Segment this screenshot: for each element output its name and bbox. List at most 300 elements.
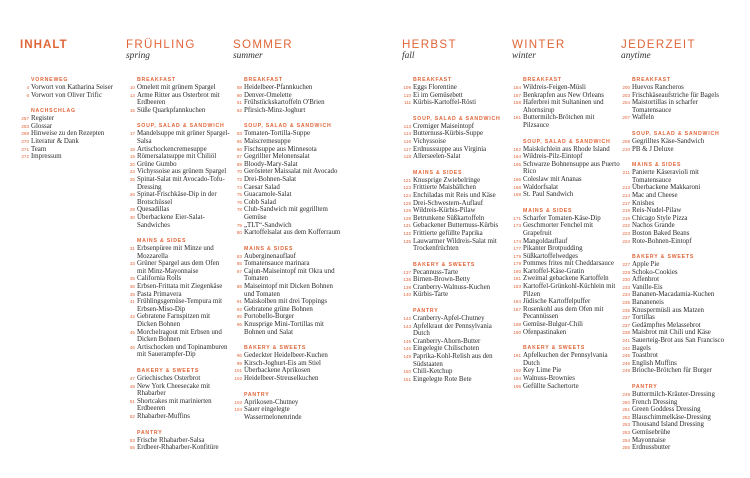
recipe-title: Erdnussbutter bbox=[632, 444, 671, 452]
toc-entry bbox=[233, 161, 341, 169]
recipe-title: Maisbrot mit Chili und Käse bbox=[632, 329, 711, 337]
recipe-title: „TLT“-Sandwich bbox=[244, 221, 292, 229]
page-number: 88 bbox=[236, 284, 242, 290]
toc-entry bbox=[621, 99, 733, 114]
recipe-title: Waldorfsalat bbox=[523, 183, 559, 191]
page-number: 51 bbox=[129, 398, 135, 404]
recipe-title: Kirsch-Joghurt-Eis am Stiel bbox=[244, 359, 321, 367]
column-subtitle: fall bbox=[402, 51, 415, 61]
toc-entry bbox=[621, 200, 733, 208]
section-heading: MAINS & SIDES bbox=[632, 162, 682, 169]
section-heading: VORNEWEG bbox=[31, 77, 69, 83]
toc-section bbox=[126, 368, 230, 421]
recipe-title: Schwarze Bohnensuppe aus Puerto Rico bbox=[523, 160, 620, 176]
recipe-title: Überbackene Makkaroni bbox=[632, 184, 701, 192]
toc-section bbox=[126, 77, 230, 114]
column-sections bbox=[20, 77, 122, 161]
page-number: 188 bbox=[513, 322, 521, 328]
page-number: 190 bbox=[513, 329, 521, 335]
recipe-title: Allerseelen-Salat bbox=[413, 153, 461, 161]
page-number: 263 bbox=[21, 123, 29, 129]
recipe-title: Sauerteig-Brot aus San Francisco bbox=[632, 337, 725, 345]
toc-entry bbox=[402, 323, 506, 338]
page-number: 229 bbox=[622, 269, 630, 275]
page-number: 227 bbox=[622, 262, 630, 268]
toc-section bbox=[512, 345, 620, 390]
recipe-title: Caesar Salad bbox=[244, 183, 280, 191]
recipe-title: Panierte Käseravioli mit Tomatensauce bbox=[632, 169, 699, 184]
recipe-title: Zweimal gebackene Kartoffeln bbox=[523, 275, 609, 283]
toc-entry bbox=[126, 344, 230, 359]
toc-section bbox=[621, 254, 733, 375]
page-number: 203 bbox=[622, 92, 630, 98]
toc-section bbox=[621, 384, 733, 452]
toc-entry bbox=[126, 260, 230, 275]
page-number: 217 bbox=[622, 200, 630, 206]
page-number: 223 bbox=[622, 230, 630, 236]
recipe-title: Reis-Nudel-Pilaw bbox=[632, 207, 682, 215]
toc-entry bbox=[126, 153, 230, 161]
section-heading: SOUP, SALAD & SANDWICH bbox=[244, 123, 332, 130]
toc-entry bbox=[233, 253, 341, 261]
page-number: 184 bbox=[513, 299, 521, 305]
recipe-title: Waffeln bbox=[632, 114, 654, 122]
page-number: 65 bbox=[236, 138, 242, 144]
page-number: 132 bbox=[403, 230, 411, 236]
column-subtitle: anytime bbox=[621, 51, 651, 61]
toc-entry bbox=[512, 99, 620, 114]
column-title: HERBST bbox=[402, 38, 457, 51]
toc-entry bbox=[621, 92, 733, 100]
recipe-title: Mayonnaise bbox=[632, 436, 666, 444]
recipe-title: Süßkartoffelwedges bbox=[523, 252, 578, 260]
page-number: 161 bbox=[513, 115, 521, 121]
recipe-title: Mandelsuppe mit grüner Spargel-Salsa bbox=[137, 130, 230, 145]
page-number: 200 bbox=[622, 85, 630, 90]
page-number: 125 bbox=[403, 200, 411, 206]
toc-entry bbox=[20, 138, 122, 146]
toc-entry bbox=[402, 222, 506, 230]
toc-entry bbox=[621, 230, 733, 238]
toc-entry bbox=[621, 114, 733, 122]
toc-entry bbox=[512, 84, 620, 92]
section-heading: BAKERY & SWEETS bbox=[137, 368, 200, 374]
recipe-title: Tomaten-Tortilla-Suppe bbox=[244, 130, 311, 138]
toc-entry bbox=[402, 184, 506, 192]
page-number: 195 bbox=[513, 383, 521, 389]
page-number: 140 bbox=[403, 292, 411, 298]
toc-entry bbox=[233, 199, 341, 207]
recipe-title: Cranberry-Apfel-Chutney bbox=[413, 315, 485, 323]
toc-entry bbox=[402, 269, 506, 277]
page-number: 257 bbox=[21, 116, 29, 122]
toc-entry bbox=[512, 245, 620, 253]
recipe-title: Knuspermüsli aus Matzen bbox=[632, 306, 704, 314]
page-number: 272 bbox=[21, 154, 29, 160]
page-number: 109 bbox=[403, 85, 411, 90]
recipe-title: Pecannuss-Tarte bbox=[413, 268, 459, 276]
page-number: 191 bbox=[513, 353, 521, 359]
toc-entry bbox=[233, 360, 341, 368]
page-number: 204 bbox=[622, 100, 630, 106]
recipe-title: Buttermilch-Kräuter-Dressing bbox=[632, 391, 715, 398]
section-heading: MAINS & SIDES bbox=[244, 245, 294, 252]
page-number: 116 bbox=[403, 138, 411, 144]
toc-entry bbox=[402, 315, 506, 323]
toc-entry bbox=[126, 329, 230, 344]
toc-entry bbox=[126, 437, 230, 445]
recipe-title: Key Lime Pie bbox=[523, 367, 562, 375]
column-subtitle: winter bbox=[512, 51, 536, 61]
toc-entry bbox=[233, 84, 341, 92]
recipe-title: Aprikosen-Chutney bbox=[244, 398, 299, 406]
recipe-title: Pfirsich-Minz-Joghurt bbox=[244, 106, 306, 114]
toc-entry bbox=[621, 169, 733, 184]
page-number: 241 bbox=[622, 338, 630, 344]
section-heading: BREAKFAST bbox=[632, 77, 671, 83]
recipe-title: Hinweise zu den Rezepten bbox=[31, 130, 105, 138]
section-heading: PANTRY bbox=[632, 384, 658, 390]
section-heading: BREAKFAST bbox=[137, 77, 176, 83]
page-number: 102 bbox=[234, 376, 242, 381]
recipe-title: Bloody-Mary-Salat bbox=[244, 160, 298, 168]
page-number: 31 bbox=[129, 246, 135, 252]
page-number: 69 bbox=[236, 161, 242, 167]
page-number: 171 bbox=[513, 215, 521, 221]
recipe-title: Denver-Omelette bbox=[244, 91, 292, 99]
toc-section bbox=[233, 345, 341, 382]
recipe-title: Lauwarmer Wildreis-Salat mit Trockenfrüchten bbox=[413, 237, 497, 253]
page-number: 110 bbox=[403, 92, 411, 98]
recipe-title: Auberginenauflauf bbox=[244, 252, 296, 260]
page-number: 87 bbox=[236, 268, 242, 274]
page-number: 218 bbox=[622, 208, 630, 214]
toc-entry bbox=[126, 275, 230, 283]
recipe-title: California Rolls bbox=[137, 275, 182, 283]
toc-entry bbox=[20, 123, 122, 131]
toc-entry bbox=[512, 375, 620, 383]
column-title: JEDERZEIT bbox=[621, 38, 696, 51]
page-number: 154 bbox=[513, 85, 521, 90]
toc-entry bbox=[621, 314, 733, 322]
page-number: 143 bbox=[403, 323, 411, 329]
recipe-title: Huevos Rancheros bbox=[632, 84, 684, 91]
page-number: 15 bbox=[129, 107, 135, 113]
toc-entry bbox=[402, 84, 506, 92]
toc-entry bbox=[621, 184, 733, 192]
toc-entry bbox=[621, 360, 733, 368]
page-number: 25 bbox=[129, 176, 135, 182]
toc-entry bbox=[126, 291, 230, 299]
page-number: 234 bbox=[622, 292, 630, 298]
toc-entry bbox=[233, 191, 341, 199]
recipe-title: Portobello-Burger bbox=[244, 313, 295, 321]
column-jederzeit bbox=[621, 38, 733, 452]
recipe-title: Apple Pie bbox=[632, 261, 660, 269]
recipe-title: Kürbis-Tarte bbox=[413, 291, 449, 299]
recipe-title: Erdbeer-Rhabarber-Konfitüre bbox=[137, 444, 219, 452]
recipe-title: Bananeneis bbox=[632, 299, 664, 307]
page-number: 142 bbox=[403, 316, 411, 322]
recipe-title: Gebratene Farnspitzen mit Dicken Bohnen bbox=[137, 313, 211, 329]
toc-entry bbox=[233, 176, 341, 184]
page-number: 271 bbox=[21, 146, 29, 152]
toc-entry bbox=[126, 176, 230, 191]
page-number: 55 bbox=[129, 445, 135, 451]
toc-entry bbox=[20, 115, 122, 123]
recipe-title: Frühstückskartoffeln O'Brien bbox=[244, 99, 325, 107]
recipe-title: Knusprige Zwiebelringe bbox=[413, 176, 481, 184]
section-heading: BAKERY & SWEETS bbox=[413, 261, 476, 268]
toc-entry bbox=[233, 107, 341, 115]
page-number: 96 bbox=[236, 353, 242, 359]
column-sections bbox=[402, 77, 506, 383]
toc-entry bbox=[402, 130, 506, 138]
page-number: 76 bbox=[236, 199, 242, 205]
page-number: 99 bbox=[236, 360, 242, 366]
page-number: 52 bbox=[129, 413, 135, 419]
page-number: 214 bbox=[622, 192, 630, 198]
section-heading: MAINS & SIDES bbox=[413, 169, 463, 176]
toc-entry bbox=[20, 153, 122, 161]
page-number: 128 bbox=[403, 215, 411, 221]
page-number: 165 bbox=[513, 161, 521, 167]
toc-entry bbox=[126, 383, 230, 398]
toc-entry bbox=[402, 291, 506, 299]
page-number: 42 bbox=[129, 314, 135, 320]
toc-section bbox=[20, 77, 122, 99]
page-number: 166 bbox=[513, 176, 521, 182]
toc-section bbox=[621, 131, 733, 153]
column-sections bbox=[233, 77, 341, 421]
page-number: 79 bbox=[236, 222, 242, 228]
recipe-title: Vorwort von Oliver Trific bbox=[31, 91, 102, 99]
toc-entry bbox=[402, 200, 506, 208]
page-number: 248 bbox=[622, 368, 630, 374]
recipe-title: Eingelegte Chilischoten bbox=[413, 345, 480, 353]
toc-entry bbox=[20, 146, 122, 154]
section-heading: SOUP, SALAD & SANDWICH bbox=[137, 123, 225, 130]
toc-entry bbox=[233, 130, 341, 138]
page-number: 211 bbox=[622, 170, 630, 176]
recipe-title: Bananen-Macadamia-Kuchen bbox=[632, 291, 715, 299]
recipe-title: Gedeckter Heidelbeer-Kuchen bbox=[244, 352, 328, 360]
toc-section bbox=[233, 77, 341, 114]
page-number: 10 bbox=[129, 85, 135, 90]
page-number: 29 bbox=[129, 207, 135, 213]
recipe-title: Cranberry-Walnuss-Kuchen bbox=[413, 283, 491, 291]
page-number: 80 bbox=[236, 230, 242, 236]
page-number: 39 bbox=[129, 291, 135, 297]
page-number: 164 bbox=[513, 154, 521, 160]
recipe-title: Überbackene Aprikosen bbox=[244, 367, 311, 375]
recipe-title: Gebackener Butternuss-Kürbis bbox=[413, 222, 499, 230]
page-number: 242 bbox=[622, 345, 630, 351]
toc-entry bbox=[126, 283, 230, 291]
page-number: 4 bbox=[26, 85, 29, 90]
page-number: 30 bbox=[129, 214, 135, 220]
page-number: 70 bbox=[236, 169, 242, 175]
toc-section bbox=[512, 139, 620, 199]
toc-entry bbox=[621, 299, 733, 307]
recipe-title: Wildreis-Pilz-Eintopf bbox=[523, 153, 583, 161]
toc-entry bbox=[621, 261, 733, 269]
toc-entry bbox=[233, 168, 341, 176]
recipe-title: Rhabarber-Muffins bbox=[137, 412, 190, 420]
recipe-title: Haferbrei mit Sultaninen und Ahornsirup bbox=[523, 99, 604, 114]
recipe-title: Pommes frites mit Cheddarsauce bbox=[523, 260, 614, 268]
section-heading: SOUP, SALAD & SANDWICH bbox=[523, 138, 611, 145]
page-number: 124 bbox=[403, 192, 411, 198]
column-fruehling bbox=[126, 38, 230, 452]
toc-entry bbox=[126, 375, 230, 383]
recipe-title: Wildreis-Kürbis-Pilaw bbox=[413, 207, 476, 215]
page-number: 58 bbox=[236, 85, 242, 90]
page-number: 101 bbox=[234, 368, 242, 374]
recipe-title: Maiseintopf mit Dicken Bohnen und Tomaten bbox=[244, 283, 333, 298]
column-subtitle bbox=[20, 51, 122, 62]
section-heading: BREAKFAST bbox=[523, 77, 562, 83]
toc-entry bbox=[126, 146, 230, 154]
recipe-title: Geschmorter Fenchel mit Grapefruit bbox=[523, 222, 594, 237]
page-number: 36 bbox=[129, 284, 135, 290]
page-number: 17 bbox=[129, 131, 135, 137]
toc-section bbox=[402, 77, 506, 107]
toc-entry bbox=[402, 353, 506, 368]
page-number: 238 bbox=[622, 330, 630, 336]
toc-entry bbox=[402, 368, 506, 376]
toc-entry bbox=[233, 268, 341, 283]
toc-entry bbox=[233, 313, 341, 321]
column-sections bbox=[512, 77, 620, 390]
toc-entry bbox=[126, 168, 230, 176]
toc-entry bbox=[512, 268, 620, 276]
toc-entry bbox=[621, 399, 733, 407]
recipe-title: Green Goddess Dressing bbox=[632, 406, 701, 414]
page-number: 169 bbox=[513, 192, 521, 198]
section-heading: PANTRY bbox=[413, 308, 439, 315]
page-number: 103 bbox=[234, 399, 242, 405]
toc-entry bbox=[126, 161, 230, 169]
page-number: 126 bbox=[403, 208, 411, 214]
page-number: 33 bbox=[129, 261, 135, 267]
page-number: 230 bbox=[622, 277, 630, 283]
page-number: 111 bbox=[404, 100, 411, 106]
toc-entry bbox=[402, 192, 506, 200]
toc-entry bbox=[512, 215, 620, 223]
page-number: 96 bbox=[236, 322, 242, 328]
page-number: 118 bbox=[403, 154, 411, 160]
recipe-title: Sauer eingelegte Wassermelonenrinde bbox=[244, 406, 302, 421]
page-number: 174 bbox=[513, 238, 521, 244]
toc-entry bbox=[621, 352, 733, 360]
toc-entry bbox=[512, 114, 620, 129]
page-number: 121 bbox=[403, 177, 411, 183]
recipe-title: Boston Baked Beans bbox=[632, 229, 690, 237]
recipe-title: Kürbis-Kartoffel-Rösti bbox=[413, 99, 477, 107]
page-number: 177 bbox=[513, 246, 521, 252]
page-number: 157 bbox=[513, 92, 521, 98]
page-number: 269 bbox=[21, 131, 29, 137]
recipe-title: Rote-Bohnen-Eintopf bbox=[632, 237, 692, 245]
toc-section bbox=[621, 162, 733, 245]
toc-entry bbox=[126, 107, 230, 115]
toc-entry bbox=[621, 207, 733, 215]
recipe-title: Quesadillas bbox=[137, 206, 170, 214]
recipe-title: Thousand Island Dressing bbox=[632, 421, 704, 429]
page-number: 253 bbox=[622, 429, 630, 435]
recipe-title: St. Paul Sandwich bbox=[523, 191, 574, 199]
recipe-title: Frittierte Maisbällchen bbox=[413, 184, 476, 192]
toc-entry bbox=[512, 306, 620, 321]
recipe-title: Morchelragout mit Erbsen und Dicken Bohnen bbox=[137, 328, 222, 344]
recipe-title: Schoko-Cookies bbox=[632, 268, 678, 276]
recipe-title: Pikanter Brotpudding bbox=[523, 245, 583, 253]
toc-entry bbox=[402, 338, 506, 346]
page-number: 6 bbox=[26, 92, 29, 98]
recipe-title: Heidelbeer-Pfannkuchen bbox=[244, 84, 313, 91]
recipe-title: Nachos Grande bbox=[632, 222, 675, 230]
section-heading: SOUP, SALAD & SANDWICH bbox=[632, 130, 720, 137]
page-number: 180 bbox=[513, 268, 521, 274]
toc-entry bbox=[512, 161, 620, 176]
column-subtitle: summer bbox=[233, 51, 263, 61]
page-number: 183 bbox=[513, 284, 521, 290]
toc-entry bbox=[126, 92, 230, 107]
page-number: 145 bbox=[403, 338, 411, 344]
toc-entry bbox=[621, 345, 733, 353]
toc-entry bbox=[621, 414, 733, 422]
recipe-title: New York Cheesecake mit Rhabarber bbox=[137, 382, 211, 398]
recipe-title: Apfelkuchen der Pennsylvania Dutch bbox=[523, 352, 608, 367]
toc-entry bbox=[126, 245, 230, 260]
page-number: 63 bbox=[236, 131, 242, 137]
recipe-title: Artischocken und Topinamburen mit Sauerampfer-Dip bbox=[137, 343, 228, 359]
recipe-title: Cobb Salad bbox=[244, 198, 276, 206]
page-number: 207 bbox=[622, 115, 630, 121]
toc-entry bbox=[233, 406, 341, 421]
recipe-title: Vorwort von Katharina Seiser bbox=[31, 84, 113, 91]
page-number: 46 bbox=[129, 344, 135, 350]
page-number: 245 bbox=[622, 353, 630, 359]
page-number: 74 bbox=[236, 184, 242, 190]
page-number: 117 bbox=[403, 146, 411, 152]
recipe-title: Tomatensauce marinara bbox=[244, 260, 310, 268]
page-number: 249 bbox=[622, 392, 630, 397]
toc-entry bbox=[621, 238, 733, 246]
recipe-title: Gemüse-Bulgur-Chili bbox=[523, 321, 583, 329]
page-number: 151 bbox=[403, 376, 411, 382]
recipe-title: Cranberry-Ahorn-Butter bbox=[413, 337, 481, 345]
recipe-title: Kartoffel-Käse-Gratin bbox=[523, 267, 585, 275]
toc-entry bbox=[402, 92, 506, 100]
page-number: 224 bbox=[622, 238, 630, 244]
page-number: 237 bbox=[622, 322, 630, 328]
toc-entry bbox=[512, 253, 620, 261]
recipe-title: Literatur & Dank bbox=[31, 137, 79, 145]
page-number: 253 bbox=[622, 422, 630, 428]
page-number: 66 bbox=[236, 146, 242, 152]
toc-entry bbox=[126, 191, 230, 206]
toc-entry bbox=[621, 391, 733, 399]
toc-entry bbox=[402, 146, 506, 154]
page-number: 162 bbox=[513, 146, 521, 152]
recipe-title: Walnuss-Brownies bbox=[523, 375, 575, 382]
recipe-title: Wildreis-Feigen-Müsli bbox=[523, 84, 586, 91]
page-number: 48 bbox=[129, 383, 135, 389]
recipe-title: Register bbox=[31, 115, 54, 123]
recipe-title: Vichyssoise aus grünem Spargel bbox=[137, 168, 227, 176]
